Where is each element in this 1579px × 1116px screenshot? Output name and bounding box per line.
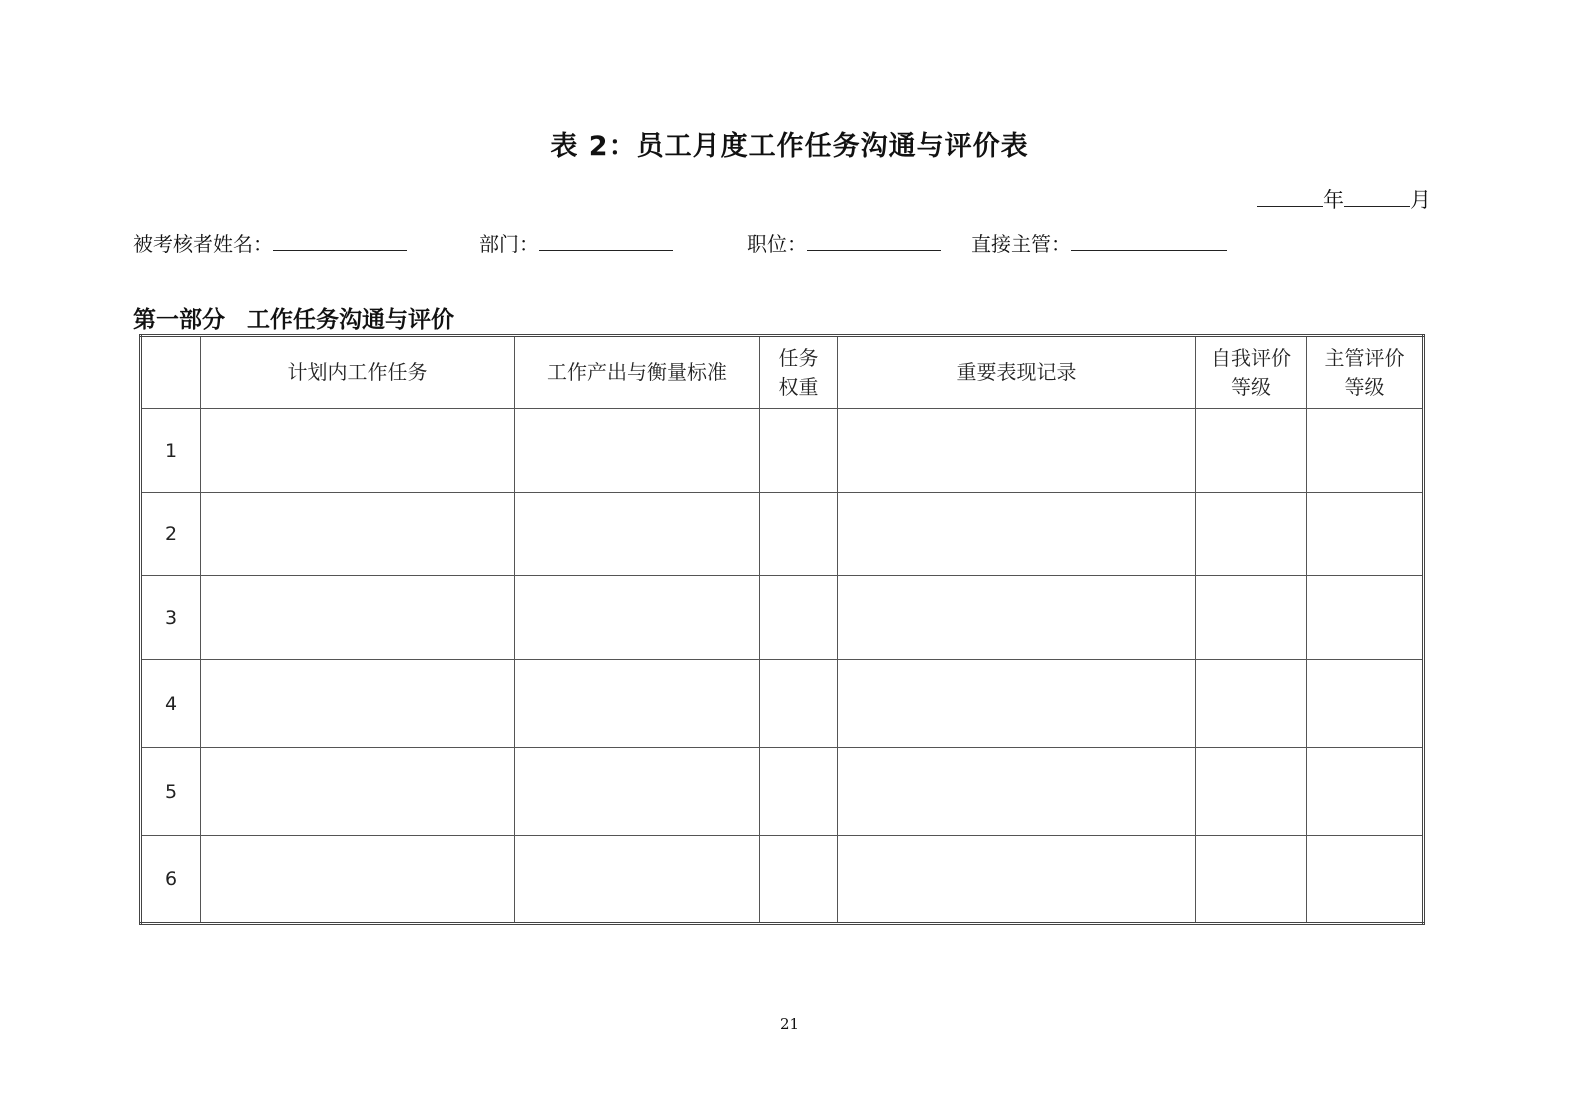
supervisor-label: 直接主管：: [971, 232, 1071, 256]
table-body: [141, 409, 1424, 924]
task-weight-cell[interactable]: [760, 409, 838, 493]
position-field: [747, 228, 941, 257]
output-standard-cell[interactable]: [515, 409, 760, 493]
planned-task-header: 计划内工作任务: [201, 336, 515, 409]
table-row: [141, 836, 1424, 924]
self-rating-cell[interactable]: [1196, 576, 1307, 660]
task-weight-cell[interactable]: [760, 493, 838, 576]
performance-record-header: 重要表现记录: [838, 336, 1196, 409]
row-number: 3: [141, 576, 201, 660]
header-row: [141, 336, 1424, 409]
planned-task-cell[interactable]: [201, 836, 515, 924]
name-field: [133, 228, 407, 257]
year-blank[interactable]: [1257, 186, 1323, 207]
output-standard-header: 工作产出与衡量标准: [515, 336, 760, 409]
output-standard-cell[interactable]: [515, 493, 760, 576]
task-weight-cell[interactable]: [760, 836, 838, 924]
position-blank[interactable]: [807, 230, 941, 251]
task-weight-header: 任务 权重: [760, 336, 838, 409]
dept-blank[interactable]: [539, 230, 673, 251]
self-rating-cell[interactable]: [1196, 660, 1307, 748]
row-number: 6: [141, 836, 201, 924]
output-standard-cell[interactable]: [515, 576, 760, 660]
table-row: [141, 660, 1424, 748]
date-line: [1257, 184, 1431, 214]
task-weight-cell[interactable]: [760, 748, 838, 836]
supervisor-rating-cell[interactable]: [1307, 576, 1424, 660]
section-part: 第一部分: [133, 307, 225, 333]
self-rating-cell[interactable]: [1196, 493, 1307, 576]
output-standard-cell[interactable]: [515, 748, 760, 836]
page-number: 21: [779, 1015, 800, 1033]
row-number: 4: [141, 660, 201, 748]
supervisor-blank[interactable]: [1071, 230, 1227, 251]
row-number: 1: [141, 409, 201, 493]
task-weight-cell[interactable]: [760, 660, 838, 748]
year-label: 年: [1323, 188, 1344, 212]
table-row: [141, 748, 1424, 836]
self-rating-header: 自我评价 等级: [1196, 336, 1307, 409]
supervisor-rating-cell[interactable]: [1307, 660, 1424, 748]
document-title: 表 2：员工月度工作任务沟通与评价表: [550, 131, 1029, 162]
performance-record-cell[interactable]: [838, 836, 1196, 924]
row-number: 5: [141, 748, 201, 836]
dept-field: [479, 228, 673, 257]
planned-task-cell[interactable]: [201, 576, 515, 660]
supervisor-rating-cell[interactable]: [1307, 493, 1424, 576]
month-blank[interactable]: [1344, 186, 1410, 207]
table-row: [141, 409, 1424, 493]
task-weight-cell[interactable]: [760, 576, 838, 660]
month-label: 月: [1410, 188, 1431, 212]
supervisor-rating-cell[interactable]: [1307, 836, 1424, 924]
planned-task-cell[interactable]: [201, 493, 515, 576]
supervisor-rating-cell[interactable]: [1307, 748, 1424, 836]
row-number: 2: [141, 493, 201, 576]
dept-label: 部门：: [479, 232, 539, 256]
performance-record-cell[interactable]: [838, 576, 1196, 660]
self-rating-cell[interactable]: [1196, 836, 1307, 924]
table-row: [141, 576, 1424, 660]
supervisor-field: [971, 228, 1227, 257]
supervisor-rating-header: 主管评价 等级: [1307, 336, 1424, 409]
performance-record-cell[interactable]: [838, 748, 1196, 836]
output-standard-cell[interactable]: [515, 836, 760, 924]
index-header: [141, 336, 201, 409]
position-label: 职位：: [747, 232, 807, 256]
planned-task-cell[interactable]: [201, 748, 515, 836]
name-blank[interactable]: [273, 230, 407, 251]
task-table: [139, 334, 1425, 925]
output-standard-cell[interactable]: [515, 660, 760, 748]
supervisor-rating-cell[interactable]: [1307, 409, 1424, 493]
self-rating-cell[interactable]: [1196, 409, 1307, 493]
performance-record-cell[interactable]: [838, 493, 1196, 576]
table-row: [141, 493, 1424, 576]
name-label: 被考核者姓名：: [133, 232, 273, 256]
performance-record-cell[interactable]: [838, 660, 1196, 748]
performance-record-cell[interactable]: [838, 409, 1196, 493]
section-title: 工作任务沟通与评价: [247, 307, 454, 333]
self-rating-cell[interactable]: [1196, 748, 1307, 836]
section-heading: [133, 301, 454, 334]
planned-task-cell[interactable]: [201, 660, 515, 748]
planned-task-cell[interactable]: [201, 409, 515, 493]
